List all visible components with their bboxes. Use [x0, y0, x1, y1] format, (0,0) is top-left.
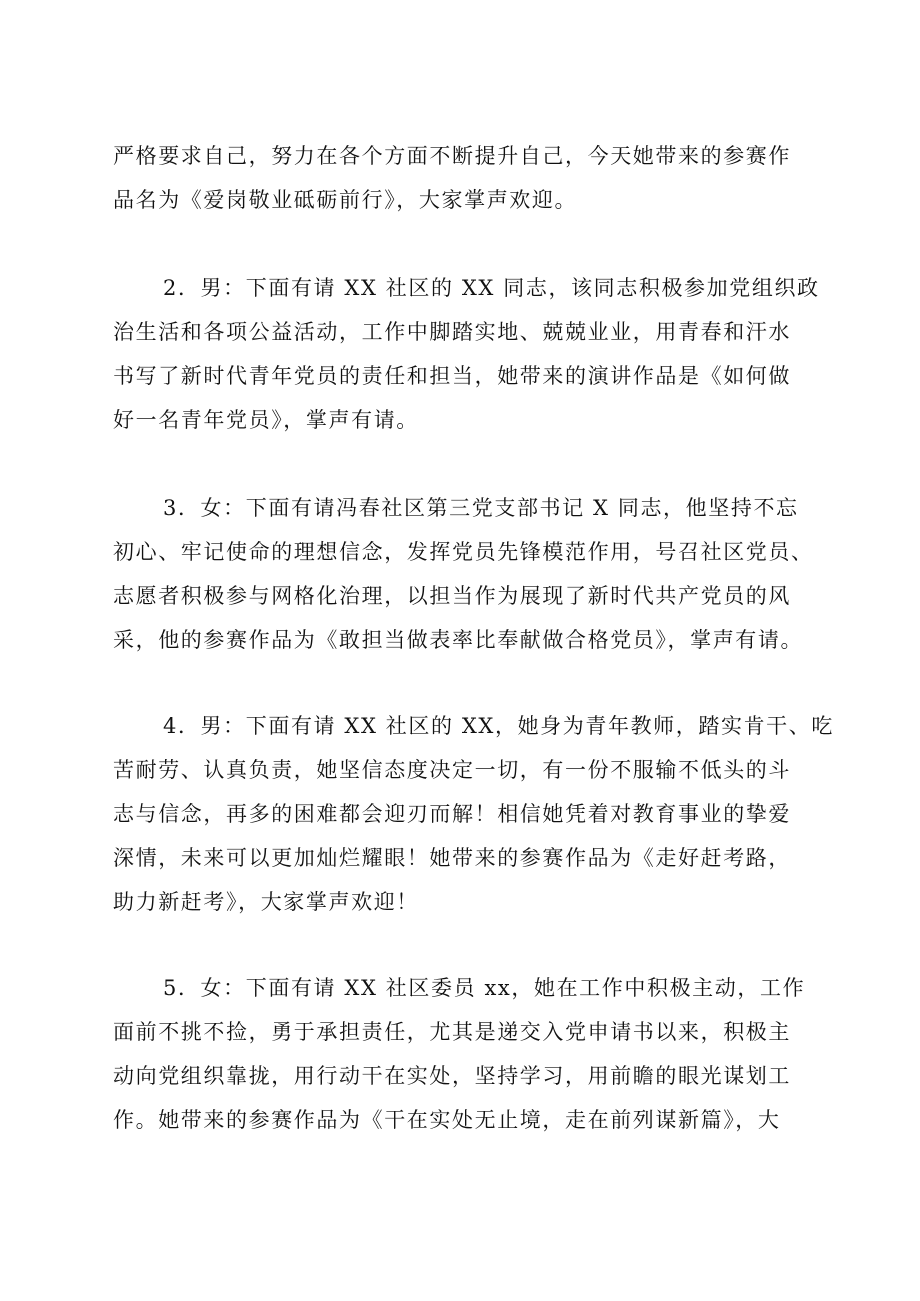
paragraph-3: [113, 486, 833, 662]
paragraph-line: 作。她带来的参赛作品为《干在实处无止境，走在前列谋新篇》，大: [113, 1108, 781, 1132]
paragraph-4: [113, 704, 833, 924]
paragraph-5: [113, 966, 833, 1142]
paragraph-line: 治生活和各项公益活动，工作中脚踏实地、兢兢业业，用青春和汗水: [113, 320, 791, 344]
paragraph-line: 苦耐劳、认真负责，她坚信态度决定一切，有一份不服输不低头的斗: [113, 758, 791, 782]
paragraph-1: [113, 134, 833, 222]
paragraph-line: 好一名青年党员》，掌声有请。: [113, 408, 419, 432]
paragraph-line: 采，他的参赛作品为《敢担当做表率比奉献做合格党员》，掌声有请。: [113, 628, 804, 652]
paragraph-line: 面前不挑不捡，勇于承担责任，尤其是递交入党申请书以来，积极主: [113, 1020, 791, 1044]
paragraph-2: [113, 266, 833, 442]
paragraph-line: 书写了新时代青年党员的责任和担当，她带来的演讲作品是《如何做: [113, 364, 791, 388]
paragraph-line: 3．女：下面有请冯春社区第三党支部书记 X 同志，他坚持不忘: [163, 496, 799, 520]
paragraph-line: 助力新赶考》，大家掌声欢迎！: [113, 890, 419, 914]
paragraph-line: 4．男：下面有请 XX 社区的 XX，她身为青年教师，踏实肯干、吃: [163, 714, 834, 738]
paragraph-line: 深情，未来可以更加灿烂耀眼！她带来的参赛作品为《走好赶考路，: [113, 846, 791, 870]
paragraph-line: 动向党组织靠拢，用行动干在实处，坚持学习，用前瞻的眼光谋划工: [113, 1064, 791, 1088]
paragraph-line: 志愿者积极参与网格化治理，以担当作为展现了新时代共产党员的风: [113, 584, 791, 608]
paragraph-line: 初心、牢记使命的理想信念，发挥党员先锋模范作用，号召社区党员、: [113, 540, 814, 564]
paragraph-line: 志与信念，再多的困难都会迎刃而解！相信她凭着对教育事业的挚爱: [113, 802, 791, 826]
paragraph-line: 2．男：下面有请 XX 社区的 XX 同志，该同志积极参加党组织政: [163, 276, 820, 300]
paragraph-line: 品名为《爱岗敬业砥砺前行》，大家掌声欢迎。: [113, 188, 578, 212]
paragraph-line: 5．女：下面有请 XX 社区委员 xx，她在工作中积极主动，工作: [163, 976, 806, 1000]
paragraph-line: 严格要求自己，努力在各个方面不断提升自己，今天她带来的参赛作: [113, 144, 791, 168]
